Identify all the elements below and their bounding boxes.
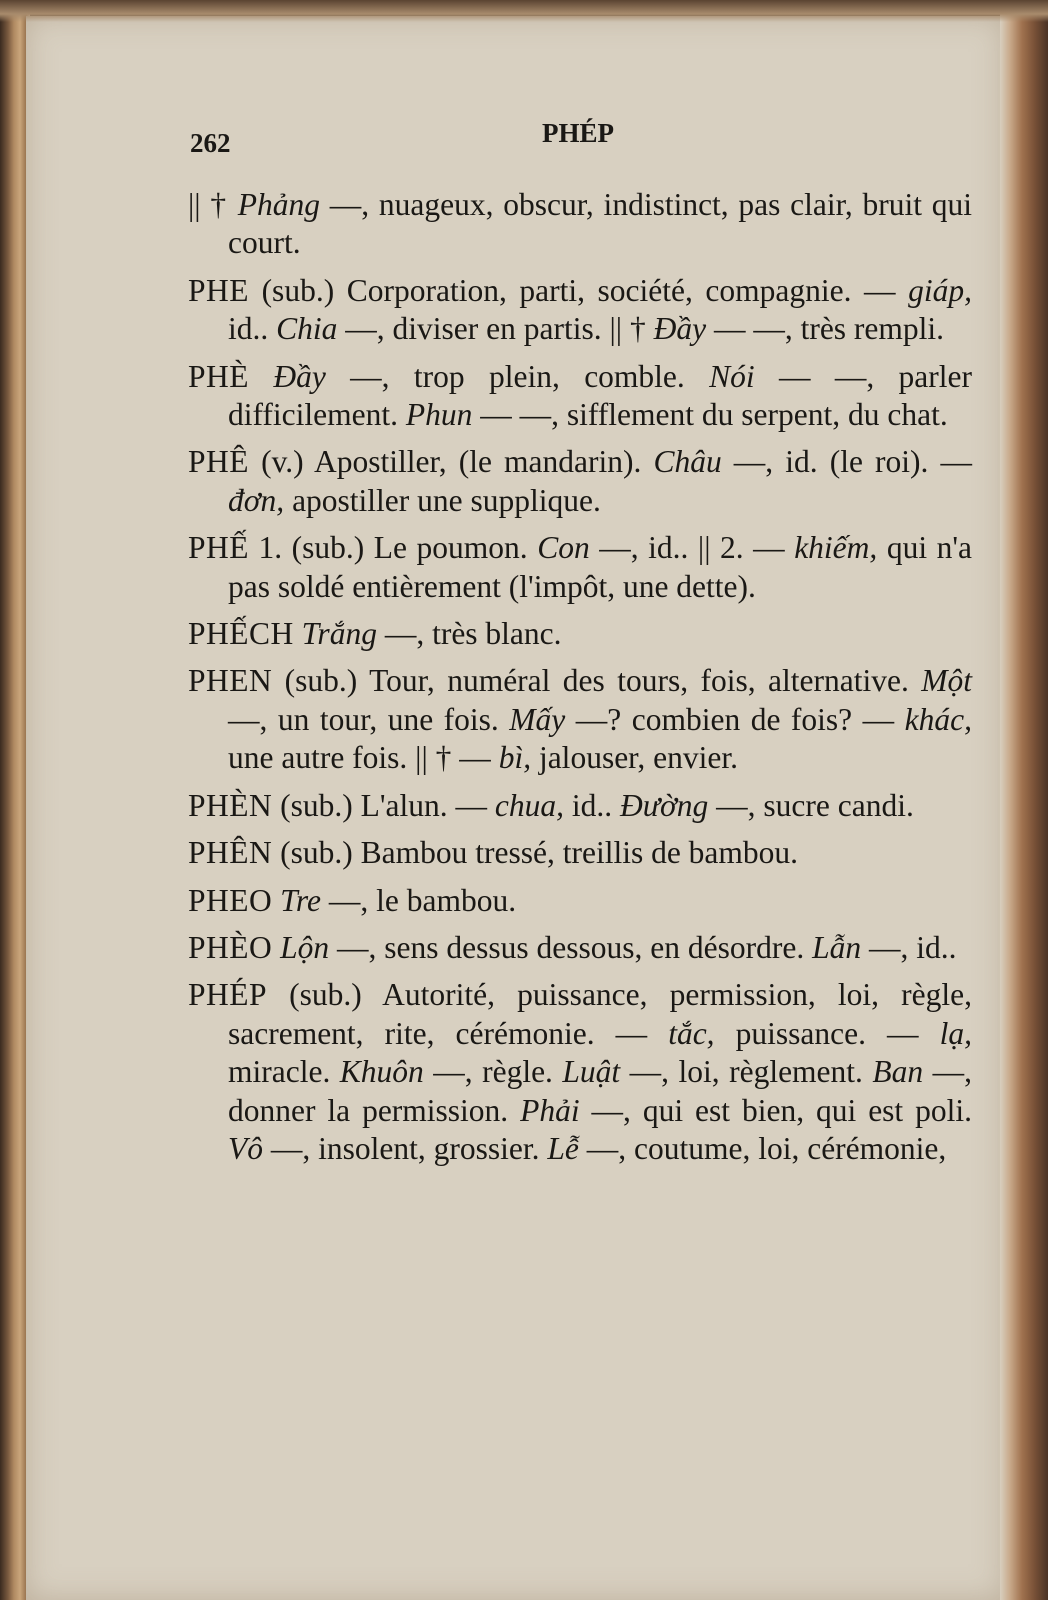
entry-phe-acute bbox=[188, 529, 972, 606]
definition-text: —, un tour, une fois. bbox=[228, 701, 510, 737]
definition-text: —, le bambou. bbox=[321, 882, 517, 918]
italic-term: đơn, bbox=[228, 482, 285, 518]
entry-continuation bbox=[188, 186, 972, 263]
definition-text: (v.) Apostiller, (le mandarin). bbox=[249, 444, 654, 480]
headword: PHÊN bbox=[188, 835, 273, 871]
headword: PHÈO bbox=[188, 929, 273, 965]
definition-text: —? combien de fois? — bbox=[565, 701, 905, 737]
italic-term: Phảng bbox=[237, 187, 320, 222]
italic-term: Vô bbox=[228, 1130, 263, 1166]
definition-text: 1. (sub.) Le poumon. bbox=[249, 530, 538, 566]
definition-text: —, très blanc. bbox=[376, 616, 562, 652]
entry-phech bbox=[188, 615, 972, 653]
italic-term: Nói bbox=[709, 358, 755, 394]
italic-term: bì, bbox=[498, 740, 532, 776]
definition-text: —, id. (le roi). — bbox=[721, 444, 972, 480]
italic-term: Khuôn bbox=[339, 1054, 424, 1090]
italic-term: Ban bbox=[872, 1054, 924, 1090]
italic-term: Một bbox=[921, 663, 972, 699]
entry-phen-grave bbox=[188, 787, 972, 825]
italic-term: Phun bbox=[405, 397, 473, 433]
headword: PHÈN bbox=[188, 787, 273, 823]
definition-text: miracle. bbox=[228, 1054, 340, 1090]
entry-pheo bbox=[188, 882, 972, 920]
definition-text: id.. bbox=[564, 787, 621, 823]
italic-term: Châu bbox=[653, 444, 722, 480]
definition-text bbox=[249, 359, 273, 394]
entry-pheo-grave bbox=[188, 929, 972, 967]
italic-term: chua, bbox=[494, 787, 565, 823]
entry-phep bbox=[188, 976, 972, 1168]
definition-text: id.. bbox=[228, 311, 277, 347]
headword: PHÊ bbox=[188, 444, 250, 480]
italic-term: Lẫn bbox=[812, 929, 862, 965]
definition-text: —, sucre candi. bbox=[708, 787, 914, 823]
italic-term: Con bbox=[537, 530, 590, 566]
italic-term: Lễ bbox=[547, 1130, 579, 1166]
running-head: PHÉP bbox=[542, 118, 614, 148]
definition-text: —, nuageux, obscur, indistinct, pas clair, bruit qui court. bbox=[228, 187, 972, 261]
definition-text: qui n'a pas soldé entièrement (l'impôt, une dette). bbox=[228, 530, 972, 604]
italic-term: Phải bbox=[520, 1092, 580, 1128]
headword: PHEN bbox=[188, 663, 273, 699]
definition-text: (sub.) L'alun. — bbox=[272, 787, 495, 823]
definition-text: —, trop plein, comble. bbox=[325, 358, 710, 394]
italic-term: giáp, bbox=[908, 272, 972, 308]
definition-text bbox=[272, 883, 280, 918]
italic-term: Đường bbox=[620, 787, 709, 823]
italic-term: Đầy bbox=[653, 311, 707, 347]
headword: PHÈ bbox=[188, 358, 250, 394]
definition-text: (sub.) Tour, numéral des tours, fois, alternative. bbox=[272, 663, 922, 699]
definition-text: jalouser, envier. bbox=[531, 740, 738, 776]
definition-text bbox=[272, 930, 280, 965]
italic-term: Mấy bbox=[509, 701, 566, 737]
entry-phe bbox=[188, 272, 972, 349]
italic-term: khiếm, bbox=[794, 530, 878, 566]
definition-text: —, donner la permission. bbox=[228, 1054, 972, 1128]
book-edge-right bbox=[1000, 0, 1048, 1600]
definition-text: —, id.. || 2. — bbox=[589, 530, 795, 566]
italic-term: Đầy bbox=[273, 358, 326, 394]
headword: PHẾ bbox=[188, 530, 250, 566]
definition-text: — —, très rempli. bbox=[706, 311, 945, 347]
definition-text: —, diviser en partis. || † bbox=[337, 311, 654, 347]
dictionary-entries bbox=[188, 186, 972, 1177]
book-edge-top bbox=[0, 0, 1048, 22]
definition-text: —, sens dessus dessous, en désordre. bbox=[329, 929, 813, 965]
italic-term: Trắng bbox=[301, 616, 377, 652]
definition-text: apostiller une supplique. bbox=[284, 482, 601, 518]
definition-text: —, insolent, grossier. bbox=[263, 1130, 548, 1166]
entry-phen bbox=[188, 662, 972, 777]
headword: PHEO bbox=[188, 882, 273, 918]
italic-term: tắc, bbox=[668, 1015, 715, 1051]
italic-term: Luật bbox=[562, 1054, 621, 1090]
headword: PHẾCH bbox=[188, 616, 294, 652]
page-header bbox=[190, 118, 970, 162]
italic-term: Lộn bbox=[280, 929, 330, 965]
italic-term: Tre bbox=[280, 882, 321, 918]
italic-term: Chia bbox=[276, 311, 338, 347]
definition-text: (sub.) Bambou tressé, treillis de bambou. bbox=[272, 835, 799, 871]
entry-phe-circ bbox=[188, 443, 972, 520]
definition-text: —, coutume, loi, cérémonie, bbox=[578, 1130, 947, 1166]
headword: PHE bbox=[188, 272, 250, 308]
definition-text: — —, sifflement du serpent, du chat. bbox=[472, 397, 948, 433]
definition-text: —, règle. bbox=[423, 1054, 563, 1090]
italic-term: lạ, bbox=[939, 1015, 972, 1051]
definition-text: puissance. — bbox=[714, 1015, 940, 1051]
definition-text: —, id.. bbox=[861, 929, 957, 965]
definition-text: (sub.) Corporation, parti, société, compagnie. — bbox=[249, 272, 909, 308]
definition-text bbox=[294, 616, 302, 651]
headword: PHÉP bbox=[188, 977, 268, 1013]
entry-phen-circ bbox=[188, 834, 972, 872]
italic-term: khác, bbox=[904, 701, 972, 737]
definition-text: — —, parler difficilement. bbox=[228, 358, 972, 433]
definition-text: —, qui est bien, qui est poli. bbox=[579, 1092, 972, 1128]
entry-phe-grave bbox=[188, 358, 972, 435]
definition-text: une autre fois. || † — bbox=[228, 740, 499, 776]
definition-text: || † bbox=[188, 187, 238, 222]
page-number: 262 bbox=[190, 128, 231, 158]
definition-text: —, loi, règlement. bbox=[620, 1054, 873, 1090]
definition-text: (sub.) Autorité, puissance, permission, loi, règle, sacrement, rite, cérémonie. — bbox=[228, 977, 972, 1051]
